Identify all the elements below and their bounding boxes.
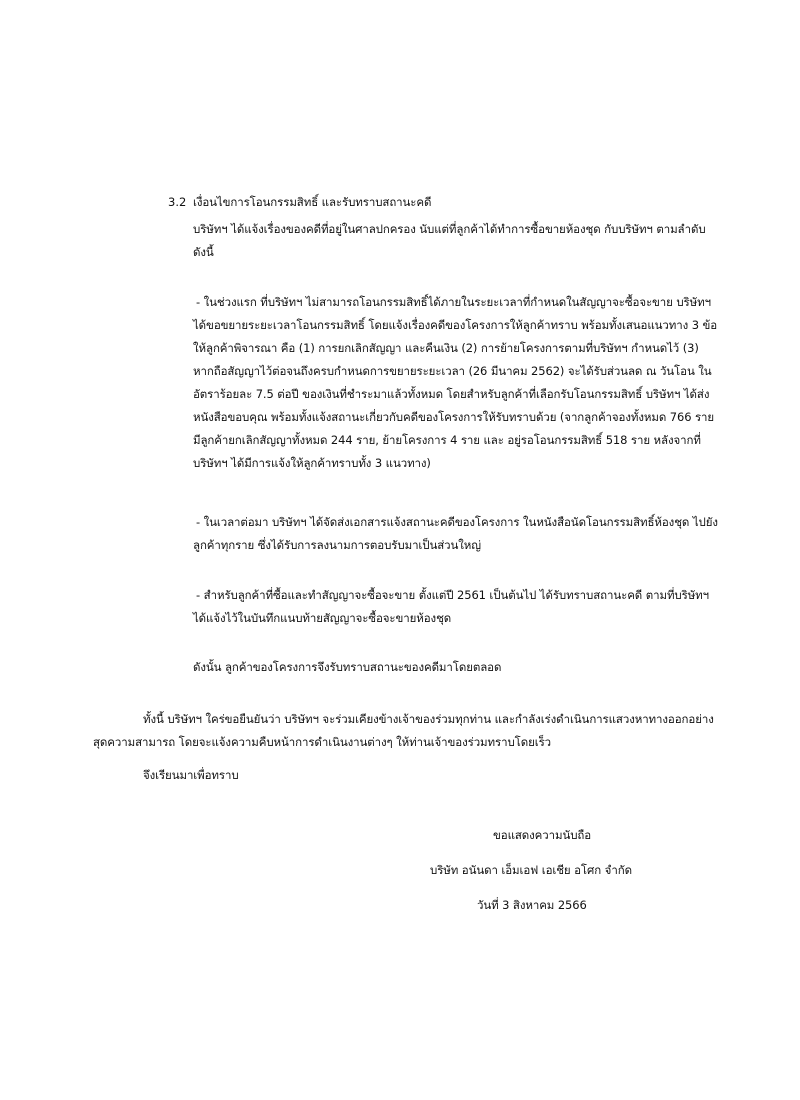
intro-line: ดังนี้ [193, 245, 214, 259]
bullet-line: - ในช่วงแรก ที่บริษัทฯ ไม่สามารถโอนกรรมสิทธิ์ได้ภายในระยะเวลาที่กำหนดในสัญญาจะซื้อจะขาย บริษัทฯ [196, 295, 711, 309]
document-date: วันที่ 3 สิงหาคม 2566 [477, 898, 587, 912]
closing-line: สุดความสามารถ โดยจะแจ้งความคืบหน้าการดำเนินงานต่างๆ ให้ท่านเจ้าของร่วมทราบโดยเร็ว [93, 735, 551, 749]
bullet-line: มีลูกค้ายกเลิกสัญญาทั้งหมด 244 ราย, ย้ายโครงการ 4 ราย และ อยู่รอโอนกรรมสิทธิ์ 518 ราย หลังจากที่ [193, 433, 701, 447]
section-heading: เงื่อนไขการโอนกรรมสิทธิ์ และรับทราบสถานะคดี [193, 195, 432, 209]
intro-line: บริษัทฯ ได้แจ้งเรื่องของคดีที่อยู่ในศาลปกครอง นับแต่ที่ลูกค้าได้ทำการซื้อขายห้องชุด กับบริษัทฯ ตามลำดับ [193, 222, 706, 236]
bullet-line: หนังสือขอบคุณ พร้อมทั้งแจ้งสถานะเกี่ยวกับคดีของโครงการให้รับทราบด้วย (จากลูกค้าจองทั้งหมด 766 ราย [193, 410, 715, 424]
bullet-line: ได้ขอขยายระยะเวลาโอนกรรมสิทธิ์ โดยแจ้งเรื่องคดีของโครงการให้ลูกค้าทราบ พร้อมทั้งเสนอแนวทาง 3 ข้อ [193, 318, 718, 332]
conclusion-text: ดังนั้น ลูกค้าของโครงการจึงรับทราบสถานะของคดีมาโดยตลอด [193, 660, 502, 674]
bullet-line: ได้แจ้งไว้ในบันทึกแนบท้ายสัญญาจะซื้อจะขายห้องชุด [193, 611, 452, 625]
salutation: จึงเรียนมาเพื่อทราบ [143, 768, 239, 782]
bullet-line: - สำหรับลูกค้าที่ซื้อและทำสัญญาจะซื้อจะขาย ตั้งแต่ปี 2561 เป็นต้นไป ได้รับทราบสถานะคดี ตามที่บริษัทฯ [196, 588, 710, 602]
bullet-line: อัตราร้อยละ 7.5 ต่อปี ของเงินที่ชำระมาแล้วทั้งหมด โดยสำหรับลูกค้าที่เลือกรับโอนกรรมสิทธิ์ บริษัทฯ ได้ส่ง [193, 387, 710, 401]
section-number: 3.2 [168, 195, 187, 209]
bullet-line: บริษัทฯ ได้มีการแจ้งให้ลูกค้าทราบทั้ง 3 แนวทาง) [193, 456, 431, 470]
regards-text: ขอแสดงความนับถือ [493, 828, 592, 842]
bullet-line: หากถือสัญญาไว้ต่อจนถึงครบกำหนดการขยายระยะเวลา (26 มีนาคม 2562) จะได้รับส่วนลด ณ วันโอน ใน [193, 364, 712, 378]
bullet-line: ให้ลูกค้าพิจารณา คือ (1) การยกเลิกสัญญา และคืนเงิน (2) การย้ายโครงการตามที่บริษัทฯ กำหนดไว้ (3) [193, 341, 699, 355]
bullet-line: - ในเวลาต่อมา บริษัทฯ ได้จัดส่งเอกสารแจ้งสถานะคดีของโครงการ ในหนังสือนัดโอนกรรมสิทธิ์ห้องชุด ไปยัง [196, 515, 718, 529]
closing-line: ทั้งนี้ บริษัทฯ ใคร่ขอยืนยันว่า บริษัทฯ จะร่วมเคียงข้างเจ้าของร่วมทุกท่าน และกำลังเร่งดำเนินการแสวงหาทางออกอย่าง [143, 712, 714, 726]
company-name: บริษัท อนันดา เอ็มเอฟ เอเชีย อโศก จำกัด [430, 863, 632, 877]
bullet-line: ลูกค้าทุกราย ซึ่งได้รับการลงนามการตอบรับมาเป็นส่วนใหญ่ [193, 538, 481, 552]
